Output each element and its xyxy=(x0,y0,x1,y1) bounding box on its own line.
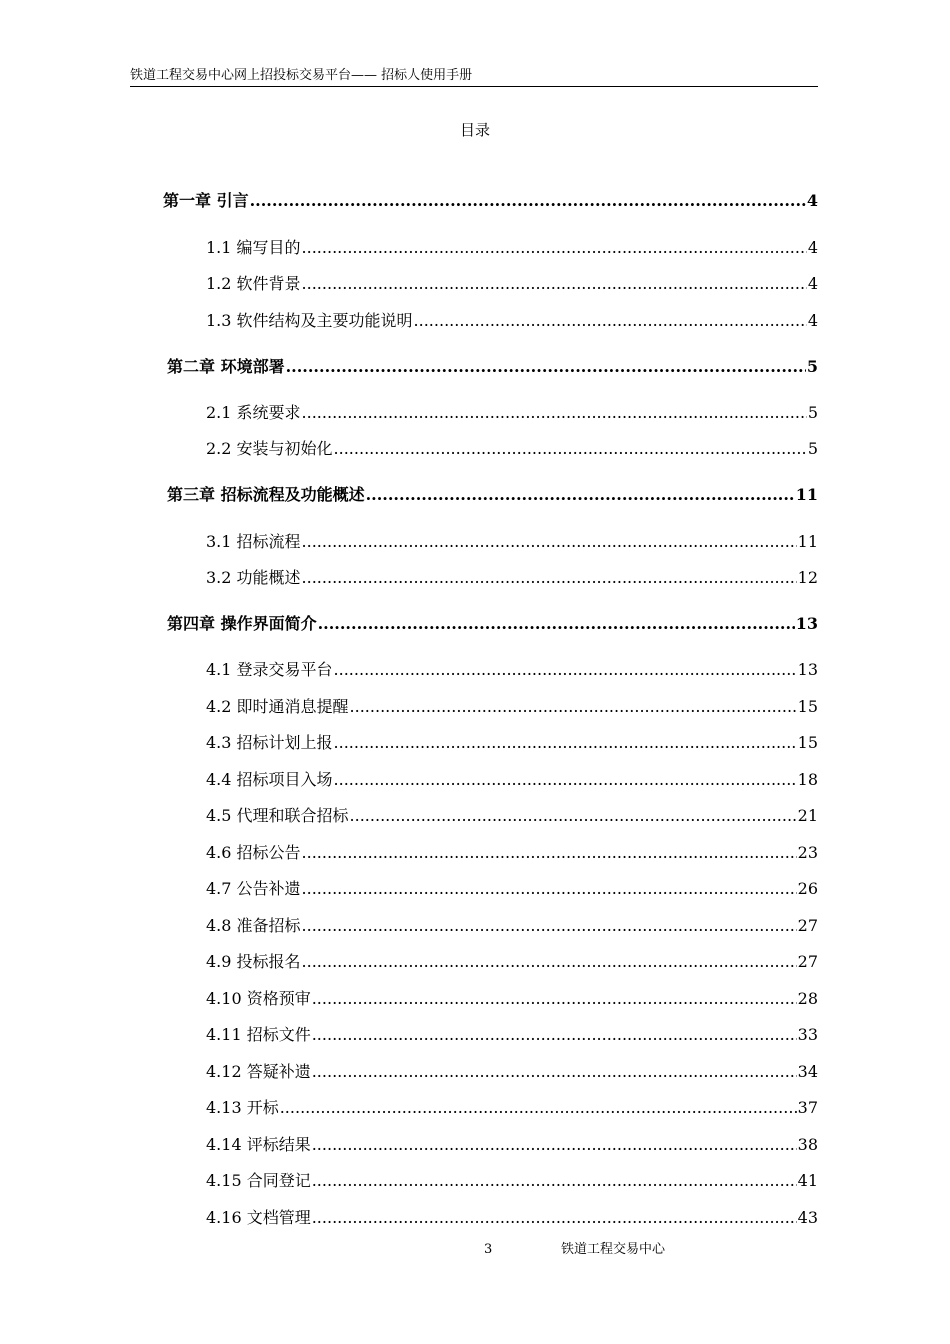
toc-entry[interactable] xyxy=(206,402,818,424)
toc-entry-page: 13 xyxy=(795,614,818,633)
toc-dot-leader xyxy=(334,732,797,754)
toc-dot-leader xyxy=(286,356,806,378)
toc-entry-label: 4.15 合同登记 xyxy=(206,1171,311,1190)
toc-entry-label: 4.8 准备招标 xyxy=(206,916,301,935)
toc-entry-label: 4.5 代理和联合招标 xyxy=(206,806,349,825)
toc-dot-leader xyxy=(414,310,807,332)
toc-entry-label: 4.4 招标项目入场 xyxy=(206,770,333,789)
toc-entry-page: 15 xyxy=(797,697,818,716)
toc-entry-label: 4.1 登录交易平台 xyxy=(206,660,333,679)
toc-dot-leader xyxy=(334,769,797,791)
toc-entry[interactable] xyxy=(167,613,818,635)
toc-entry-label: 4.9 投标报名 xyxy=(206,952,301,971)
toc-entry-page: 4 xyxy=(806,191,818,210)
toc-entry-label: 1.2 软件背景 xyxy=(206,274,301,293)
toc-dot-leader xyxy=(312,1134,797,1156)
toc-entry[interactable] xyxy=(206,1170,818,1192)
toc-dot-leader xyxy=(366,484,795,506)
toc-entry-page: 5 xyxy=(807,403,818,422)
toc-entry[interactable] xyxy=(206,310,818,332)
toc-entry-page: 5 xyxy=(806,357,818,376)
toc-dot-leader xyxy=(312,1024,797,1046)
toc-entry[interactable] xyxy=(206,237,818,259)
toc-entry-label: 4.6 招标公告 xyxy=(206,843,301,862)
toc-entry[interactable] xyxy=(167,484,818,506)
toc-entry-label: 4.11 招标文件 xyxy=(206,1025,311,1044)
toc-entry-page: 26 xyxy=(797,879,818,898)
toc-entry-page: 41 xyxy=(797,1171,818,1190)
toc-entry[interactable] xyxy=(206,567,818,589)
toc-dot-leader xyxy=(302,531,797,553)
toc-entry[interactable] xyxy=(206,732,818,754)
toc-entry-page: 37 xyxy=(797,1098,818,1117)
toc-dot-leader xyxy=(302,567,797,589)
toc-entry[interactable] xyxy=(206,951,818,973)
toc-entry-label: 4.12 答疑补遗 xyxy=(206,1062,311,1081)
toc-dot-leader xyxy=(302,915,797,937)
toc-entry[interactable] xyxy=(206,531,818,553)
toc-entry-page: 27 xyxy=(797,916,818,935)
toc-entry-page: 15 xyxy=(797,733,818,752)
toc-dot-leader xyxy=(302,273,807,295)
page-header: 铁道工程交易中心网上招投标交易平台—— 招标人使用手册 xyxy=(130,66,818,87)
toc-dot-leader xyxy=(312,1170,797,1192)
toc-dot-leader xyxy=(312,1061,797,1083)
footer-organization: 铁道工程交易中心 xyxy=(561,1242,666,1257)
toc-entry-label: 4.2 即时通消息提醒 xyxy=(206,697,349,716)
toc-entry[interactable] xyxy=(163,190,818,212)
toc-dot-leader xyxy=(302,842,797,864)
toc-entry-page: 13 xyxy=(797,660,818,679)
toc-entry-label: 第四章 操作界面简介 xyxy=(167,614,317,633)
toc-entry-label: 第二章 环境部署 xyxy=(167,357,285,376)
toc-entry-page: 28 xyxy=(797,989,818,1008)
toc-entry[interactable] xyxy=(167,356,818,378)
toc-entry[interactable] xyxy=(206,878,818,900)
toc-entry-page: 4 xyxy=(807,274,818,293)
toc-entry-page: 5 xyxy=(807,439,818,458)
toc-entry-label: 3.1 招标流程 xyxy=(206,532,301,551)
toc-entry-label: 第一章 引言 xyxy=(163,191,249,210)
toc-entry-page: 34 xyxy=(797,1062,818,1081)
toc-entry-page: 11 xyxy=(797,532,818,551)
toc-dot-leader xyxy=(318,613,795,635)
toc-entry[interactable] xyxy=(206,438,818,460)
toc-entry-page: 4 xyxy=(807,311,818,330)
toc-entry-label: 4.10 资格预审 xyxy=(206,989,311,1008)
toc-entry-label: 4.13 开标 xyxy=(206,1098,279,1117)
toc-entry-label: 4.16 文档管理 xyxy=(206,1208,311,1227)
toc-entry-label: 4.14 评标结果 xyxy=(206,1135,311,1154)
toc-entry-page: 18 xyxy=(797,770,818,789)
toc-entry[interactable] xyxy=(206,1134,818,1156)
toc-entry-page: 38 xyxy=(797,1135,818,1154)
toc-entry-label: 2.2 安装与初始化 xyxy=(206,439,333,458)
toc-dot-leader xyxy=(334,659,797,681)
toc-entry-label: 4.3 招标计划上报 xyxy=(206,733,333,752)
toc-entry[interactable] xyxy=(206,1024,818,1046)
toc-entry-page: 33 xyxy=(797,1025,818,1044)
toc-dot-leader xyxy=(250,190,806,212)
toc-entry[interactable] xyxy=(206,842,818,864)
toc-dot-leader xyxy=(312,988,797,1010)
toc-entry-page: 23 xyxy=(797,843,818,862)
toc-entry[interactable] xyxy=(206,1207,818,1229)
toc-dot-leader xyxy=(302,237,807,259)
toc-entry-label: 4.7 公告补遗 xyxy=(206,879,301,898)
toc-entry[interactable] xyxy=(206,1061,818,1083)
toc-entry[interactable] xyxy=(206,805,818,827)
toc-entry[interactable] xyxy=(206,696,818,718)
toc-dot-leader xyxy=(302,951,797,973)
toc-entry[interactable] xyxy=(206,273,818,295)
toc-dot-leader xyxy=(302,878,797,900)
toc-dot-leader xyxy=(280,1097,797,1119)
toc-entry-label: 3.2 功能概述 xyxy=(206,568,301,587)
toc-entry-label: 第三章 招标流程及功能概述 xyxy=(167,485,365,504)
toc-entry[interactable] xyxy=(206,915,818,937)
toc-title: 目录 xyxy=(459,121,490,139)
toc-dot-leader xyxy=(334,438,807,460)
footer-page-number: 3 xyxy=(484,1242,493,1257)
toc-entry[interactable] xyxy=(206,988,818,1010)
toc-dot-leader xyxy=(302,402,807,424)
toc-dot-leader xyxy=(350,805,797,827)
toc-dot-leader xyxy=(312,1207,797,1229)
toc-entry-page: 21 xyxy=(797,806,818,825)
toc-entry-page: 43 xyxy=(797,1208,818,1227)
toc-entry-label: 1.1 编写目的 xyxy=(206,238,301,257)
toc-entry-page: 12 xyxy=(797,568,818,587)
toc-entry-label: 1.3 软件结构及主要功能说明 xyxy=(206,311,413,330)
toc-entry-page: 27 xyxy=(797,952,818,971)
toc-dot-leader xyxy=(350,696,797,718)
toc-entry-page: 11 xyxy=(795,485,818,504)
toc-entry-page: 4 xyxy=(807,238,818,257)
toc-entry[interactable] xyxy=(206,769,818,791)
toc-entry[interactable] xyxy=(206,659,818,681)
toc-entry[interactable] xyxy=(206,1097,818,1119)
toc-entry-label: 2.1 系统要求 xyxy=(206,403,301,422)
